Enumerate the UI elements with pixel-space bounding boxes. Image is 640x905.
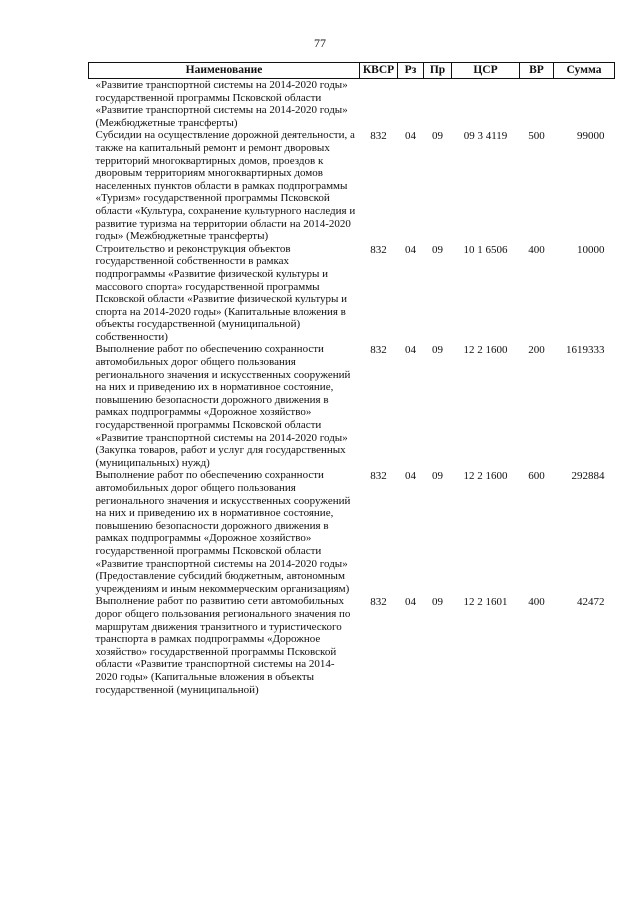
table-row xyxy=(89,343,615,469)
row-rz: 04 xyxy=(405,470,416,483)
table-row xyxy=(89,79,615,130)
header-pr: Пр xyxy=(424,63,452,79)
row-pr: 09 xyxy=(432,596,443,609)
row-vr: 200 xyxy=(528,344,545,357)
row-vr: 400 xyxy=(528,596,545,609)
row-sum: 10000 xyxy=(577,243,605,256)
row-pr: 09 xyxy=(432,470,443,483)
row-csr: 12 2 1600 xyxy=(463,344,508,357)
row-rz: 04 xyxy=(405,344,416,357)
row-vr: 500 xyxy=(528,130,545,143)
budget-table xyxy=(88,62,615,696)
row-name: Выполнение работ по развитию сети автомобильных дорог общего пользования регионального значения по маршрутам движения транзитного и туристического транспорта в рамках подпрограммы «Дорожное хозяйство» государственной программы Псковской области «Развитие транспортной системы на 2014-2020 годы» (Капитальные вложения в объекты государственной (муниципальной) xyxy=(95,595,351,696)
header-csr: ЦСР xyxy=(452,63,520,79)
row-rz: 04 xyxy=(405,596,416,609)
row-name: Выполнение работ по обеспечению сохранности автомобильных дорог общего пользования регионального значения и искусственных сооружений на них и приведению их в нормативное состояние, повышению безопасности дорожного движения в рамках подпрограммы «Дорожное хозяйство» государственной программы Псковской области «Развитие транспортной системы на 2014-2020 годы» (Предоставление субсидий бюджетным, автономным учреждениям и иным некоммерческим организациям) xyxy=(95,469,351,595)
header-sum: Сумма xyxy=(554,63,615,79)
row-csr: 12 2 1600 xyxy=(463,470,508,483)
row-vr: 400 xyxy=(528,243,545,256)
row-pr: 09 xyxy=(432,243,443,256)
row-kvsr: 832 xyxy=(370,130,387,143)
row-kvsr xyxy=(360,79,398,130)
row-csr xyxy=(452,79,520,130)
row-csr: 12 2 1601 xyxy=(463,596,508,609)
row-sum: 292884 xyxy=(571,470,605,483)
table-row xyxy=(89,129,615,242)
row-name: Субсидии на осуществление дорожной деятельности, а также на капитальный ремонт и ремонт дворовых территорий многоквартирных домов, проездов к дворовым территориям многоквартирных домов населенных пунктов области в рамках подпрограммы «Туризм» государственной программы Псковской области «Культура, сохранение культурного наследия и развитие туризма на территории области на 2014-2020 годы» (Межбюджетные трансферты) xyxy=(95,129,356,243)
row-rz: 04 xyxy=(405,243,416,256)
row-sum: 42472 xyxy=(577,596,605,609)
header-vr: ВР xyxy=(520,63,554,79)
row-rz: 04 xyxy=(405,130,416,143)
row-pr xyxy=(424,79,452,130)
row-pr: 09 xyxy=(432,344,443,357)
header-rz: Рз xyxy=(398,63,424,79)
row-csr: 10 1 6506 xyxy=(463,243,508,256)
row-name: Выполнение работ по обеспечению сохранности автомобильных дорог общего пользования регионального значения и искусственных сооружений на них и приведению их в нормативное состояние, повышению безопасности дорожного движения в рамках подпрограммы «Дорожное хозяйство» государственной программы Псковской области «Развитие транспортной системы на 2014-2020 годы» (Закупка товаров, работ и услуг для государственных (муниципальных) нужд) xyxy=(95,343,351,469)
row-pr: 09 xyxy=(432,130,443,143)
row-kvsr: 832 xyxy=(370,470,387,483)
row-name: «Развитие транспортной системы на 2014-2020 годы» государственной программы Псковской области «Развитие транспортной системы на 2014-2020 годы» (Межбюджетные трансферты) xyxy=(95,79,348,129)
row-vr: 600 xyxy=(528,470,545,483)
row-kvsr: 832 xyxy=(370,596,387,609)
page-number: 77 xyxy=(314,36,326,50)
row-vr xyxy=(520,79,554,130)
row-sum xyxy=(554,79,615,130)
row-kvsr: 832 xyxy=(370,243,387,256)
table-row xyxy=(89,595,615,696)
row-sum: 99000 xyxy=(577,130,605,143)
header-name: Наименование xyxy=(89,63,360,79)
row-csr: 09 3 4119 xyxy=(463,130,508,143)
header-kvsr: КВСР xyxy=(360,63,398,79)
row-rz xyxy=(398,79,424,130)
row-kvsr: 832 xyxy=(370,344,387,357)
table-header-row xyxy=(89,63,615,79)
row-sum: 1619333 xyxy=(566,344,605,357)
table-row xyxy=(89,469,615,595)
row-name: Строительство и реконструкция объектов государственной собственности в рамках подпрограммы «Развитие физической культуры и массового спорта» государственной программы Псковской области «Развитие физической культуры и спорта на 2014-2020 годы» (Капитальные вложения в объекты государственной (муниципальной) собственности) xyxy=(95,242,348,343)
table-row xyxy=(89,243,615,344)
